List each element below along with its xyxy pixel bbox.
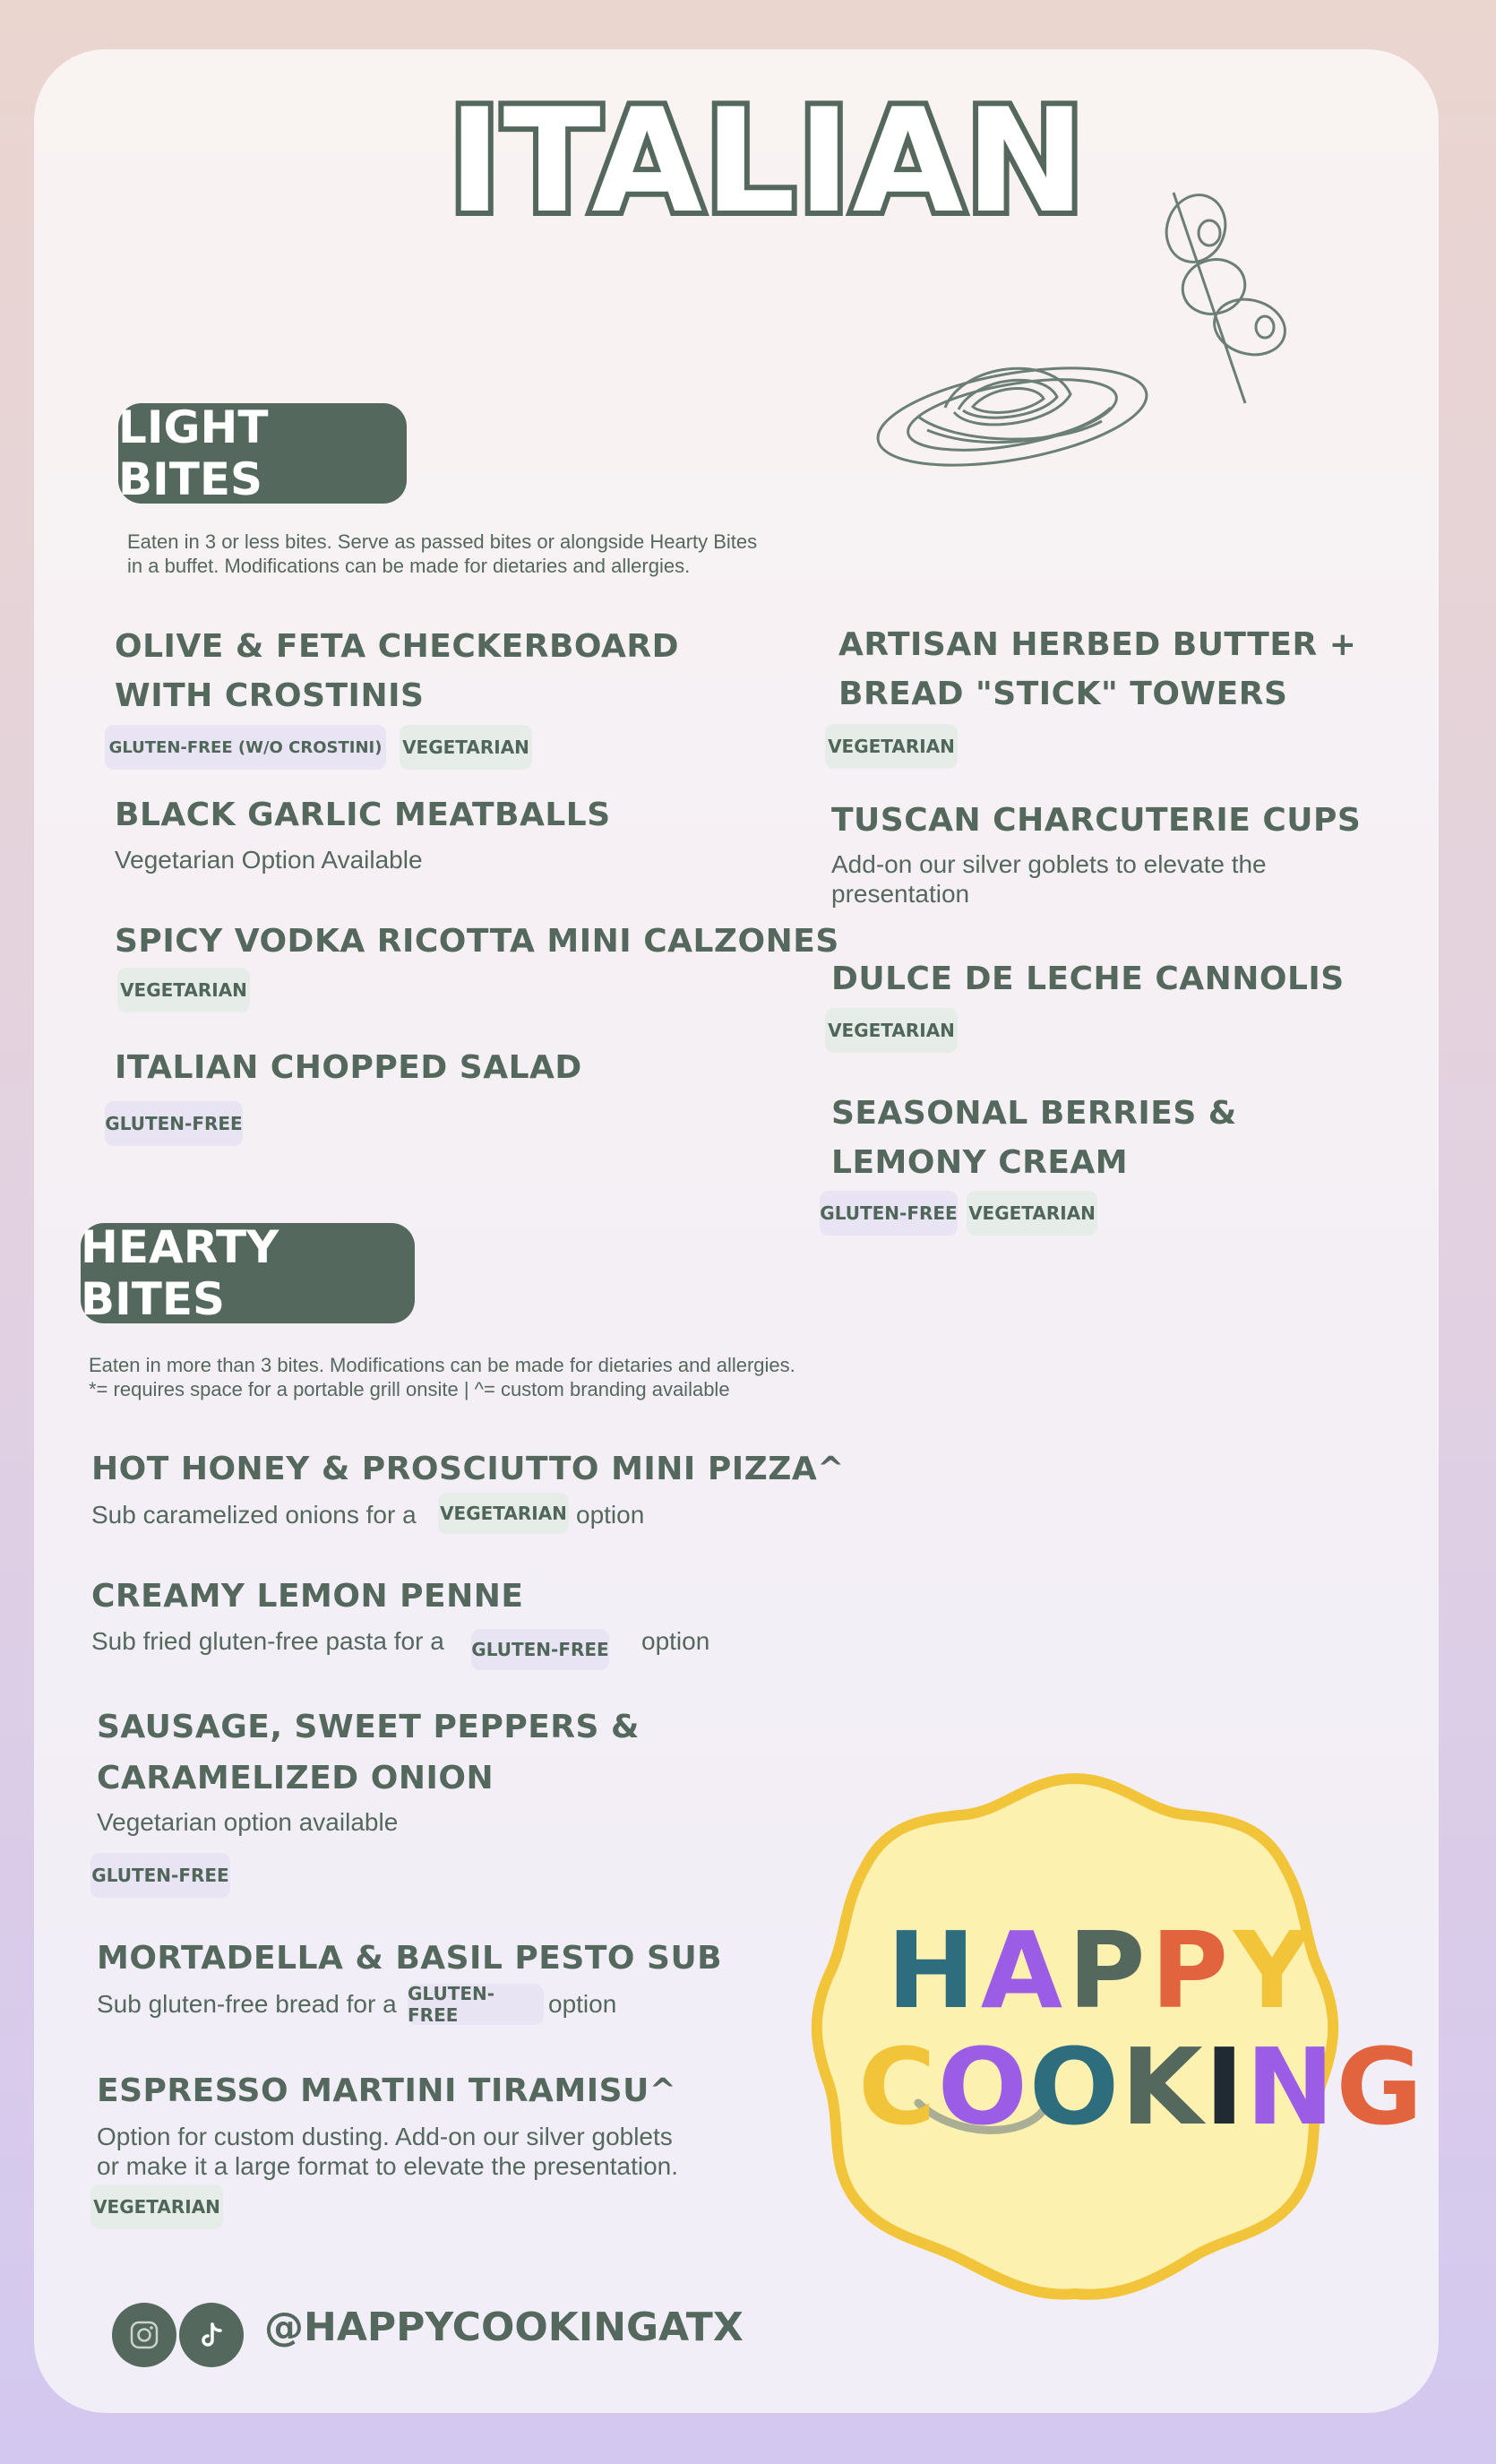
light-bites-intro: Eaten in 3 or less bites. Serve as passed bites or alongside Hearty Bites in a buffet. Modifications can be made for dietaries and allergies. bbox=[127, 530, 758, 577]
light-bites-heading: LIGHT BITES bbox=[118, 403, 407, 504]
logo-letter: P bbox=[1150, 1908, 1234, 2032]
menu-item-note: Sub gluten-free bread for a bbox=[97, 1990, 397, 2018]
vegetarian-tag: VEGETARIAN bbox=[825, 1008, 958, 1053]
page-title: ITALIAN bbox=[448, 77, 1088, 245]
menu-item-name: LEMONY CREAM bbox=[831, 1144, 1129, 1181]
menu-item-name: SEASONAL BERRIES & bbox=[831, 1095, 1237, 1132]
gluten-free-tag: GLUTEN-FREE (W/O CROSTINI) bbox=[105, 725, 386, 770]
menu-item-name: SPICY VODKA RICOTTA MINI CALZONES bbox=[115, 923, 839, 960]
logo-letter: A bbox=[980, 1908, 1069, 2032]
menu-item-name: BLACK GARLIC MEATBALLS bbox=[115, 797, 611, 833]
vegetarian-tag: VEGETARIAN bbox=[438, 1493, 569, 1534]
gluten-free-tag: GLUTEN-FREE bbox=[408, 1984, 544, 2025]
logo-word-cooking bbox=[858, 2025, 1425, 2149]
social-handle[interactable]: @HAPPYCOOKINGATX bbox=[264, 2305, 744, 2350]
logo-letter: O bbox=[1028, 2025, 1122, 2149]
menu-item-name: DULCE DE LECHE CANNOLIS bbox=[831, 961, 1345, 997]
menu-item-note: option bbox=[576, 1501, 645, 1529]
vegetarian-tag: VEGETARIAN bbox=[90, 2184, 223, 2229]
menu-item-note: Vegetarian Option Available bbox=[115, 846, 423, 874]
logo-letter: O bbox=[937, 2025, 1029, 2149]
gluten-free-tag: GLUTEN-FREE bbox=[90, 1853, 230, 1898]
pasta-plate-illustration bbox=[873, 345, 1160, 470]
gluten-free-tag: GLUTEN-FREE bbox=[820, 1191, 958, 1236]
menu-item-note: option bbox=[548, 1990, 617, 2018]
logo-letter: K bbox=[1121, 2025, 1205, 2149]
vegetarian-tag: VEGETARIAN bbox=[825, 724, 958, 769]
logo-letter: I bbox=[1204, 2025, 1246, 2149]
gluten-free-tag: GLUTEN-FREE bbox=[105, 1101, 243, 1146]
menu-item-name: HOT HONEY & PROSCIUTTO MINI PIZZA^ bbox=[91, 1451, 845, 1487]
logo-letter: G bbox=[1336, 2025, 1425, 2149]
hearty-bites-intro: Eaten in more than 3 bites. Modifications can be made for dietaries and allergies. *= requires space for a portable grill onsite | ^= custom branding available bbox=[89, 1354, 795, 1400]
logo-letter: P bbox=[1068, 1908, 1151, 2032]
logo-letter: H bbox=[887, 1908, 981, 2032]
menu-item-name: TUSCAN CHARCUTERIE CUPS bbox=[831, 802, 1362, 839]
menu-item-name: ESPRESSO MARTINI TIRAMISU^ bbox=[97, 2072, 677, 2109]
menu-item-note: Add-on our silver goblets to elevate the presentation bbox=[831, 850, 1267, 908]
hearty-bites-heading: HEARTY BITES bbox=[81, 1223, 415, 1323]
vegetarian-tag: VEGETARIAN bbox=[400, 725, 532, 770]
menu-item-name: CARAMELIZED ONION bbox=[97, 1760, 494, 1796]
menu-item-name: CREAMY LEMON PENNE bbox=[91, 1578, 524, 1615]
menu-item-name: ARTISAN HERBED BUTTER + bbox=[838, 626, 1357, 663]
menu-item-note: Sub caramelized onions for a bbox=[91, 1501, 417, 1529]
olive-skewer-illustration bbox=[1156, 184, 1299, 408]
menu-item-note: Vegetarian option available bbox=[97, 1808, 399, 1836]
logo-letter: C bbox=[858, 2025, 938, 2149]
logo-letter: Y bbox=[1234, 1908, 1316, 2032]
logo-word-happy bbox=[887, 1908, 1316, 2032]
menu-item-note: Sub fried gluten-free pasta for a bbox=[91, 1627, 444, 1655]
menu-item-name: BREAD "STICK" TOWERS bbox=[838, 676, 1288, 712]
tiktok-icon[interactable] bbox=[179, 2303, 244, 2367]
menu-item-name: ITALIAN CHOPPED SALAD bbox=[115, 1049, 582, 1086]
instagram-icon[interactable] bbox=[112, 2303, 176, 2367]
menu-item-name: OLIVE & FETA CHECKERBOARD bbox=[115, 628, 680, 665]
vegetarian-tag: VEGETARIAN bbox=[967, 1191, 1097, 1236]
menu-item-name: MORTADELLA & BASIL PESTO SUB bbox=[97, 1940, 723, 1977]
menu-item-note: Option for custom dusting. Add-on our silver goblets or make it a large format to elevate the presentation. bbox=[97, 2123, 679, 2180]
menu-item-name: WITH CROSTINIS bbox=[115, 677, 425, 714]
gluten-free-tag: GLUTEN-FREE bbox=[471, 1629, 609, 1670]
logo-letter: N bbox=[1245, 2025, 1337, 2149]
vegetarian-tag: VEGETARIAN bbox=[117, 968, 250, 1012]
menu-item-name: SAUSAGE, SWEET PEPPERS & bbox=[97, 1709, 640, 1745]
menu-item-note: option bbox=[641, 1627, 710, 1655]
